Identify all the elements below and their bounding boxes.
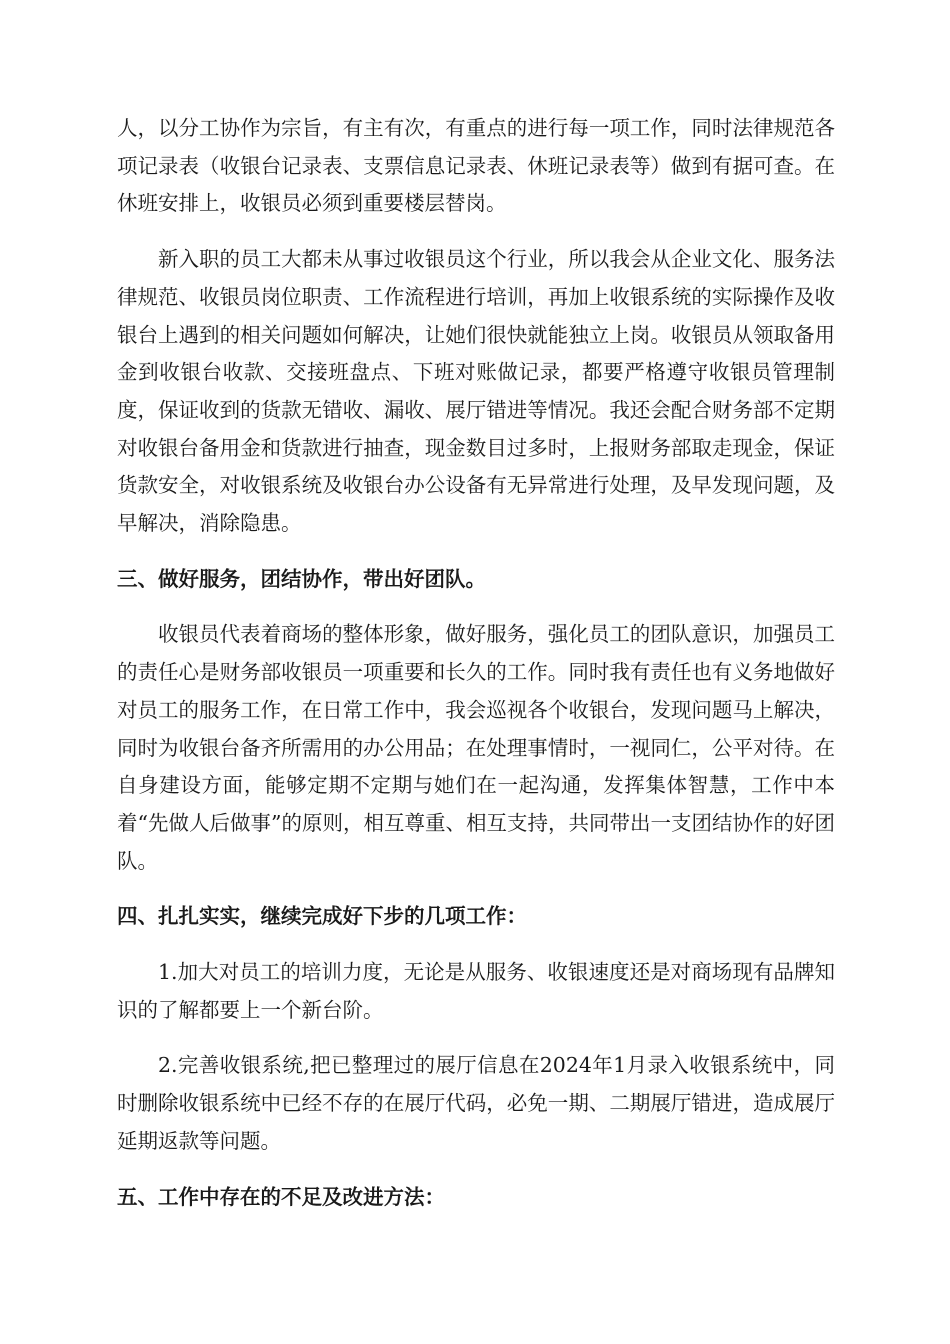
- list-item-1: 1.加大对员工的培训力度，无论是从服务、收银速度还是对商场现有品牌知识的了解都要上一个新台阶。: [117, 960, 835, 1022]
- heading-section-3: 三、做好服务，团结协作，带出好团队。: [117, 566, 486, 591]
- heading-section-5: 五、工作中存在的不足及改进方法：: [117, 1184, 445, 1209]
- paragraph-continuation: 人，以分工协作为宗旨，有主有次，有重点的进行每一项工作，同时法律规范各项记录表（收银台记录表、支票信息记录表、休班记录表等）做到有据可查。在休班安排上，收银员必须到重要楼层替岗。: [117, 116, 835, 216]
- paragraph-service: 收银员代表着商场的整体形象，做好服务，强化员工的团队意识，加强员工的责任心是财务部收银员一项重要和长久的工作。同时我有责任也有义务地做好对员工的服务工作，在日常工作中，我会巡视各个收银台，发现问题马上解决，同时为收银台备齐所需用的办公用品；在处理事情时，一视同仁，公平对待。在自身建设方面，能够定期不定期与她们在一起沟通，发挥集体智慧，工作中本着“先做人后做事”的原则，相互尊重、相互支持，共同带出一支团结协作的好团队。: [117, 622, 835, 873]
- document-body: [117, 110, 835, 1234]
- paragraph-training: 新入职的员工大都未从事过收银员这个行业，所以我会从企业文化、服务法律规范、收银员岗位职责、工作流程进行培训，再加上收银系统的实际操作及收银台上遇到的相关问题如何解决，让她们很快就能独立上岗。收银员从领取备用金到收银台收款、交接班盘点、下班对账做记录，都要严格遵守收银员管理制度，保证收到的货款无错收、漏收、展厅错进等情况。我还会配合财务部不定期对收银台备用金和货款进行抽查，现金数目过多时，上报财务部取走现金，保证货款安全，对收银系统及收银台办公设备有无异常进行处理，及早发现问题，及早解决，消除隐患。: [117, 247, 835, 536]
- heading-section-4: 四、扎扎实实，继续完成好下步的几项工作：: [117, 904, 527, 929]
- list-item-2: 2.完善收银系统,把已整理过的展厅信息在2024年1月录入收银系统中，同时删除收银系统中已经不存的在展厅代码，必免一期、二期展厅错进，造成展厅延期返款等问题。: [117, 1053, 835, 1153]
